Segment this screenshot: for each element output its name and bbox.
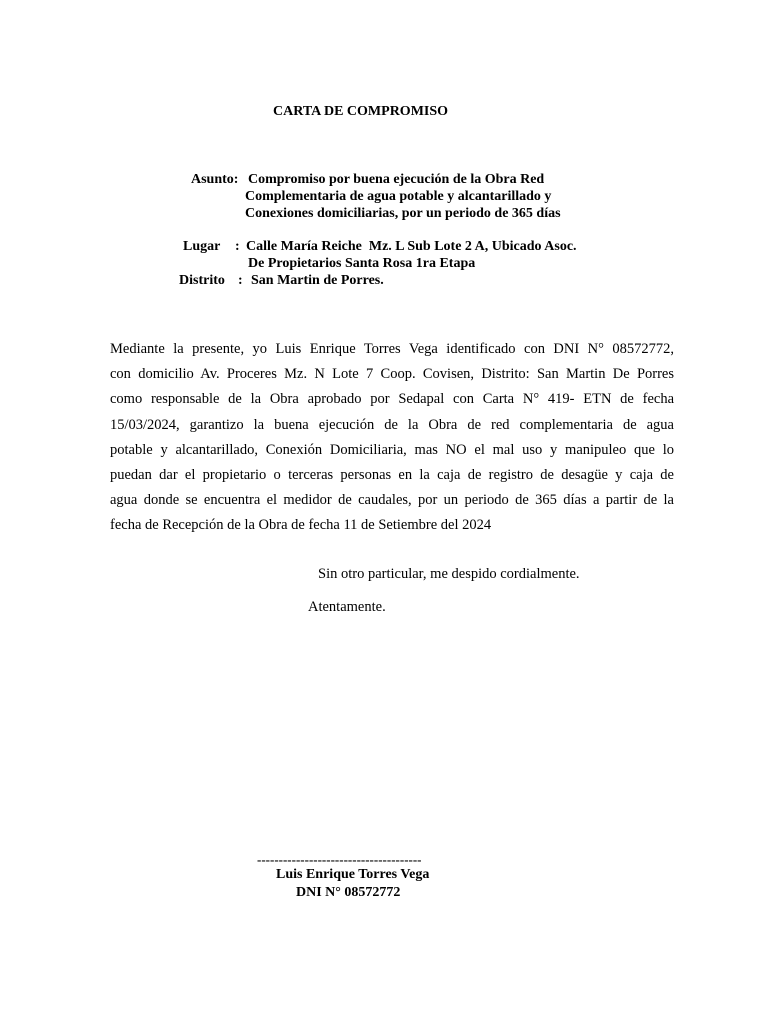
- lugar-separator: :: [235, 239, 240, 254]
- asunto-line-2: Complementaria de agua potable y alcantarillado y: [245, 189, 552, 204]
- lugar-line-2: De Propietarios Santa Rosa 1ra Etapa: [248, 256, 476, 271]
- closing-line: Sin otro particular, me despido cordialmente.: [318, 566, 580, 582]
- farewell-line: Atentamente.: [308, 599, 386, 615]
- body-line: fecha de Recepción de la Obra de fecha 11 de Setiembre del 2024: [110, 517, 492, 534]
- signatory-name: Luis Enrique Torres Vega: [276, 867, 430, 882]
- body-line: 15/03/2024, garantizo la buena ejecución de la Obra de red complementaria de agua: [110, 416, 674, 433]
- body-paragraph: [110, 337, 674, 539]
- body-line: puedan dar el propietario o terceras personas en la caja de registro de desagüe y caja de: [110, 466, 674, 483]
- asunto-line-3: Conexiones domiciliarias, por un periodo de 365 días: [245, 206, 561, 221]
- asunto-label: Asunto:: [191, 172, 239, 187]
- lugar-label: Lugar: [183, 239, 221, 254]
- lugar-line-1: Calle María Reiche Mz. L Sub Lote 2 A, Ubicado Asoc.: [246, 239, 577, 254]
- document-title: CARTA DE COMPROMISO: [273, 104, 449, 119]
- signatory-dni: DNI N° 08572772: [296, 885, 401, 900]
- body-line: agua donde se encuentra el medidor de caudales, por un periodo de 365 días a partir de la: [110, 492, 674, 509]
- body-line: con domicilio Av. Proceres Mz. N Lote 7 Coop. Covisen, Distrito: San Martin De Porres: [110, 366, 674, 383]
- distrito-value: San Martin de Porres.: [251, 273, 384, 288]
- signature-line: --------------------------------------: [257, 852, 422, 867]
- asunto-line-1: Compromiso por buena ejecución de la Obra Red: [248, 172, 545, 187]
- distrito-label: Distrito: [179, 273, 225, 288]
- body-line: como responsable de la Obra aprobado por Sedapal con Carta N° 419- ETN de fecha: [110, 391, 674, 408]
- body-line: Mediante la presente, yo Luis Enrique Torres Vega identificado con DNI N° 08572772,: [110, 341, 674, 357]
- distrito-separator: :: [238, 273, 243, 288]
- body-line: potable y alcantarillado, Conexión Domiciliaria, mas NO el mal uso y manipuleo que lo: [110, 441, 674, 458]
